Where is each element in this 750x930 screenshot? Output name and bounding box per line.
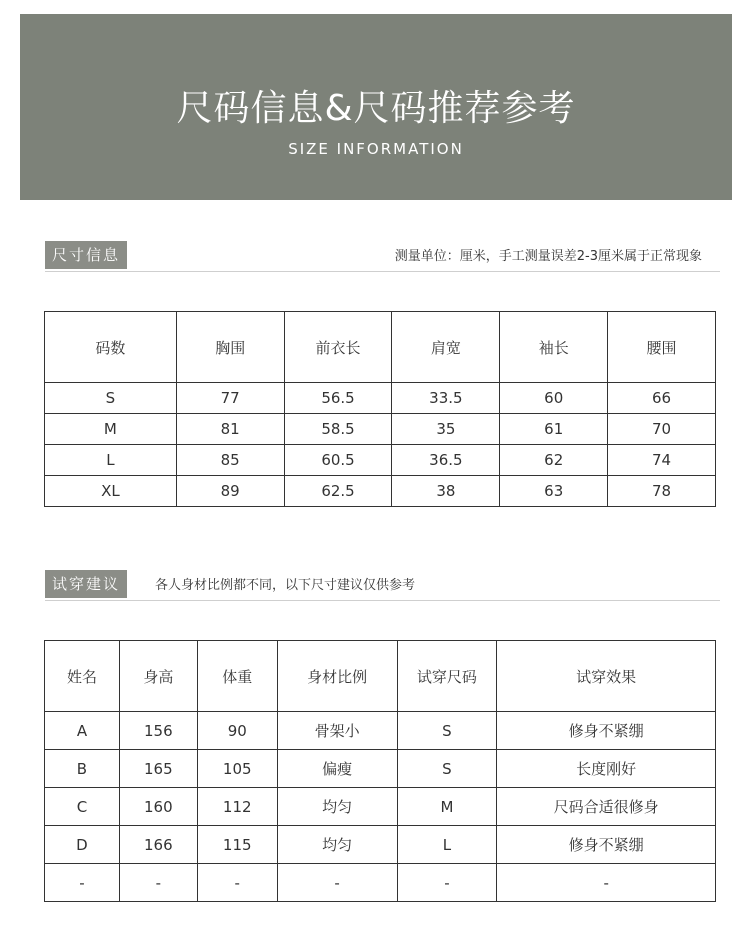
table-cell: - — [45, 864, 120, 902]
table-cell: B — [45, 750, 120, 788]
table-cell: A — [45, 712, 120, 750]
table-cell: 均匀 — [277, 826, 397, 864]
table-cell: - — [119, 864, 197, 902]
header-tried-size: 试穿尺码 — [397, 641, 497, 712]
table-cell: 89 — [176, 476, 284, 507]
table-cell: - — [197, 864, 277, 902]
header-fit-effect: 试穿效果 — [497, 641, 716, 712]
table-cell: 35 — [392, 414, 500, 445]
table-cell: 77 — [176, 383, 284, 414]
table-row — [45, 750, 716, 788]
size-table-header-row — [45, 312, 716, 383]
table-cell: 78 — [608, 476, 716, 507]
header-banner — [20, 14, 732, 200]
table-cell: 38 — [392, 476, 500, 507]
table-cell: 90 — [197, 712, 277, 750]
header-shoulder: 肩宽 — [392, 312, 500, 383]
header-chest: 胸围 — [176, 312, 284, 383]
table-cell: 160 — [119, 788, 197, 826]
fit-note: 各人身材比例都不同，以下尺寸建议仅供参考 — [155, 578, 416, 593]
table-cell: 74 — [608, 445, 716, 476]
table-cell: L — [45, 445, 177, 476]
measurement-note: 测量单位：厘米，手工测量误差2-3厘米属于正常现象 — [394, 249, 702, 264]
table-row — [45, 788, 716, 826]
table-cell: 166 — [119, 826, 197, 864]
table-cell: 偏瘦 — [277, 750, 397, 788]
size-section-tag: 尺寸信息 — [45, 241, 127, 269]
table-cell: 81 — [176, 414, 284, 445]
header-weight: 体重 — [197, 641, 277, 712]
table-cell: 60 — [500, 383, 608, 414]
table-cell: 165 — [119, 750, 197, 788]
header-waist: 腰围 — [608, 312, 716, 383]
table-cell: - — [277, 864, 397, 902]
table-row — [45, 826, 716, 864]
header-size: 码数 — [45, 312, 177, 383]
fit-table-header-row — [45, 641, 716, 712]
table-cell: 85 — [176, 445, 284, 476]
table-cell: 66 — [608, 383, 716, 414]
header-sleeve: 袖长 — [500, 312, 608, 383]
header-name: 姓名 — [45, 641, 120, 712]
table-cell: 56.5 — [284, 383, 392, 414]
table-cell: M — [45, 414, 177, 445]
table-cell: 33.5 — [392, 383, 500, 414]
fit-section-tag: 试穿建议 — [45, 570, 127, 598]
table-cell: 60.5 — [284, 445, 392, 476]
table-row — [45, 445, 716, 476]
table-cell: - — [397, 864, 497, 902]
fit-table — [44, 640, 716, 902]
table-cell: 尺码合适很修身 — [497, 788, 716, 826]
table-cell: S — [397, 750, 497, 788]
table-cell: 62 — [500, 445, 608, 476]
table-row — [45, 712, 716, 750]
table-cell: D — [45, 826, 120, 864]
header-front-length: 前衣长 — [284, 312, 392, 383]
table-cell: 112 — [197, 788, 277, 826]
banner-title: 尺码信息&尺码推荐参考 — [176, 88, 576, 129]
table-cell: S — [397, 712, 497, 750]
table-cell: 长度刚好 — [497, 750, 716, 788]
table-cell: 156 — [119, 712, 197, 750]
fit-section-header — [45, 570, 720, 601]
table-cell: 61 — [500, 414, 608, 445]
table-cell: L — [397, 826, 497, 864]
banner-subtitle: SIZE INFORMATION — [288, 140, 464, 158]
table-row — [45, 383, 716, 414]
table-cell: 70 — [608, 414, 716, 445]
table-cell: 63 — [500, 476, 608, 507]
table-cell: 均匀 — [277, 788, 397, 826]
table-cell: M — [397, 788, 497, 826]
table-cell: 115 — [197, 826, 277, 864]
table-row — [45, 476, 716, 507]
table-cell: 骨架小 — [277, 712, 397, 750]
table-row — [45, 864, 716, 902]
table-cell: 105 — [197, 750, 277, 788]
table-cell: C — [45, 788, 120, 826]
table-cell: 58.5 — [284, 414, 392, 445]
table-cell: XL — [45, 476, 177, 507]
table-cell: 修身不紧绷 — [497, 826, 716, 864]
table-cell: - — [497, 864, 716, 902]
table-cell: 62.5 — [284, 476, 392, 507]
header-height: 身高 — [119, 641, 197, 712]
table-cell: S — [45, 383, 177, 414]
header-body-type: 身材比例 — [277, 641, 397, 712]
table-cell: 36.5 — [392, 445, 500, 476]
size-section-header — [45, 241, 720, 272]
table-cell: 修身不紧绷 — [497, 712, 716, 750]
size-table — [44, 311, 716, 507]
table-row — [45, 414, 716, 445]
